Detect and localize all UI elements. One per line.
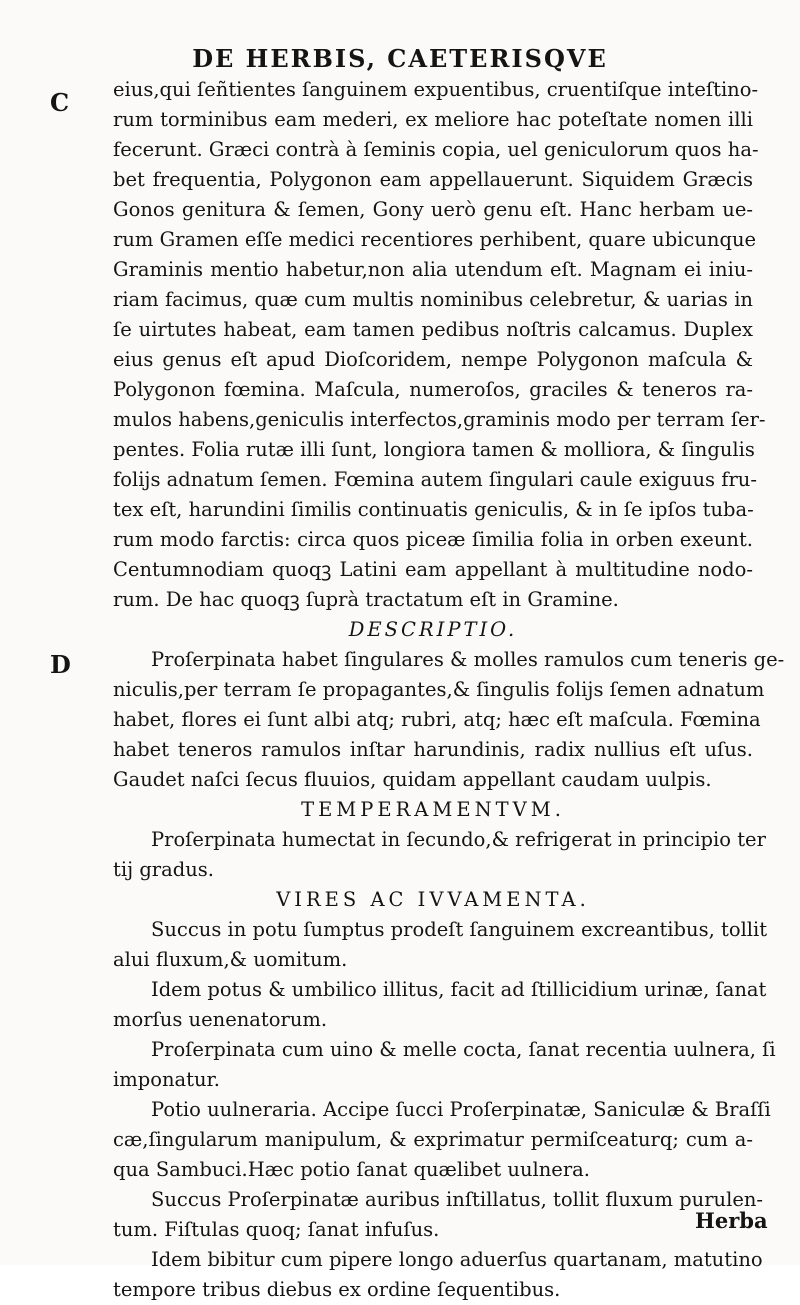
text-line: Proſerpinata habet ſingulares & molles ramulos cum teneris ge-: [151, 648, 785, 671]
text-line: imponatur.: [113, 1068, 220, 1091]
running-head: DE HERBIS, CAETERISQVE: [192, 44, 608, 73]
text-line: tex eſt, harundini ſimilis continuatis geniculis, & in ſe ipſos tuba-: [113, 498, 754, 521]
text-line: folijs adnatum ſemen. Fœmina autem ſingulari caule exiguus fru-: [113, 468, 757, 491]
text-line: fecerunt. Græci contrà à ſeminis copia, uel geniculorum quos ha-: [113, 138, 759, 161]
text-line: bet frequentia, Polygonon eam appellauerunt. Siquidem Græcis: [113, 168, 753, 191]
text-line: Succus Proſerpinatæ auribus inſtillatus, tollit fluxum purulen-: [151, 1188, 764, 1211]
text-line: Idem bibitur cum pipere longo aduerſus quartanam, matutino: [151, 1248, 763, 1271]
text-line: Gaudet naſci ſecus fluuios, quidam appellant caudam uulpis.: [113, 768, 712, 791]
text-line: Idem potus & umbilico illitus, facit ad ſtillicidium urinæ, ſanat: [151, 978, 767, 1001]
text-line: tum. Fiſtulas quoq; ſanat infuſus.: [113, 1218, 440, 1241]
text-line: mulos habens,geniculis interfectos,graminis modo per terram ſer-: [113, 408, 766, 431]
margin-letter-d: D: [50, 650, 71, 679]
text-line: tij gradus.: [113, 858, 214, 881]
heading-temperamentum: TEMPERAMENTVM.: [301, 798, 565, 821]
text-line: ſe uirtutes habeat, eam tamen pedibus noſtris calcamus. Duplex: [113, 318, 753, 341]
text-line: Potio uulneraria. Accipe ſucci Proſerpinatæ, Saniculæ & Braſſi: [151, 1098, 771, 1121]
text-line: Polygonon fœmina. Maſcula, numeroſos, graciles & teneros ra-: [113, 378, 753, 401]
heading-descriptio: DESCRIPTIO.: [348, 618, 518, 641]
margin-letter-c: C: [50, 88, 70, 117]
catchword: Herba: [695, 1208, 768, 1233]
text-line: rum. De hac quoqꝫ ſuprà tractatum eſt in Gramine.: [113, 588, 619, 611]
text-line: alui fluxum,& uomitum.: [113, 948, 348, 971]
text-line: riam facimus, quæ cum multis nominibus celebretur, & uarias in: [113, 288, 753, 311]
text-line: Centumnodiam quoqꝫ Latini eam appellant à multitudine nodo-: [113, 558, 753, 581]
text-line: eius,qui ſeñtientes ſanguinem expuentibus, cruentiſque inteſtino-: [113, 78, 759, 101]
body-text: [113, 75, 785, 1305]
text-line: Gonos genitura & ſemen, Gony uerò genu eſt. Hanc herbam ue-: [113, 198, 753, 221]
text-line: Succus in potu ſumptus prodeſt ſanguinem excreantibus, tollit: [151, 918, 768, 941]
text-line: Proſerpinata humectat in ſecundo,& refrigerat in principio ter: [151, 828, 766, 851]
text-line: cæ,ſingularum manipulum, & exprimatur permiſceaturq; cum a-: [113, 1128, 753, 1151]
text-line: Graminis mentio habetur,non alia utendum eſt. Magnam ei iniu-: [113, 258, 753, 281]
text-line: qua Sambuci.Hæc potio ſanat quælibet uulnera.: [113, 1158, 590, 1181]
text-line: habet teneros ramulos inſtar harundinis, radix nullius eſt uſus.: [113, 738, 753, 761]
text-line: pentes. Folia rutæ illi ſunt, longiora tamen & molliora, & ſingulis: [113, 438, 755, 461]
text-line: rum modo farctis: circa quos piceæ ſimilia folia in orben exeunt.: [113, 528, 753, 551]
text-line: eius genus eſt apud Dioſcoridem, nempe Polygonon maſcula &: [113, 348, 753, 371]
text-line: morſus uenenatorum.: [113, 1008, 328, 1031]
text-line: Proſerpinata cum uino & melle cocta, ſanat recentia uulnera, ſi: [151, 1038, 776, 1061]
text-line: rum torminibus eam mederi, ex meliore hac poteſtate nomen illi: [113, 108, 753, 131]
heading-vires: VIRES AC IVVAMENTA.: [276, 888, 590, 911]
text-line: niculis,per terram ſe propagantes,& ſingulis folijs ſemen adnatum: [113, 678, 765, 701]
text-line: habet, flores ei ſunt albi atq; rubri, atq; hæc eſt maſcula. Fœmina: [113, 708, 761, 731]
text-line: tempore tribus diebus ex ordine ſequentibus.: [113, 1278, 561, 1301]
text-line: rum Gramen eſſe medici recentiores perhibent, quare ubicunque: [113, 228, 757, 251]
